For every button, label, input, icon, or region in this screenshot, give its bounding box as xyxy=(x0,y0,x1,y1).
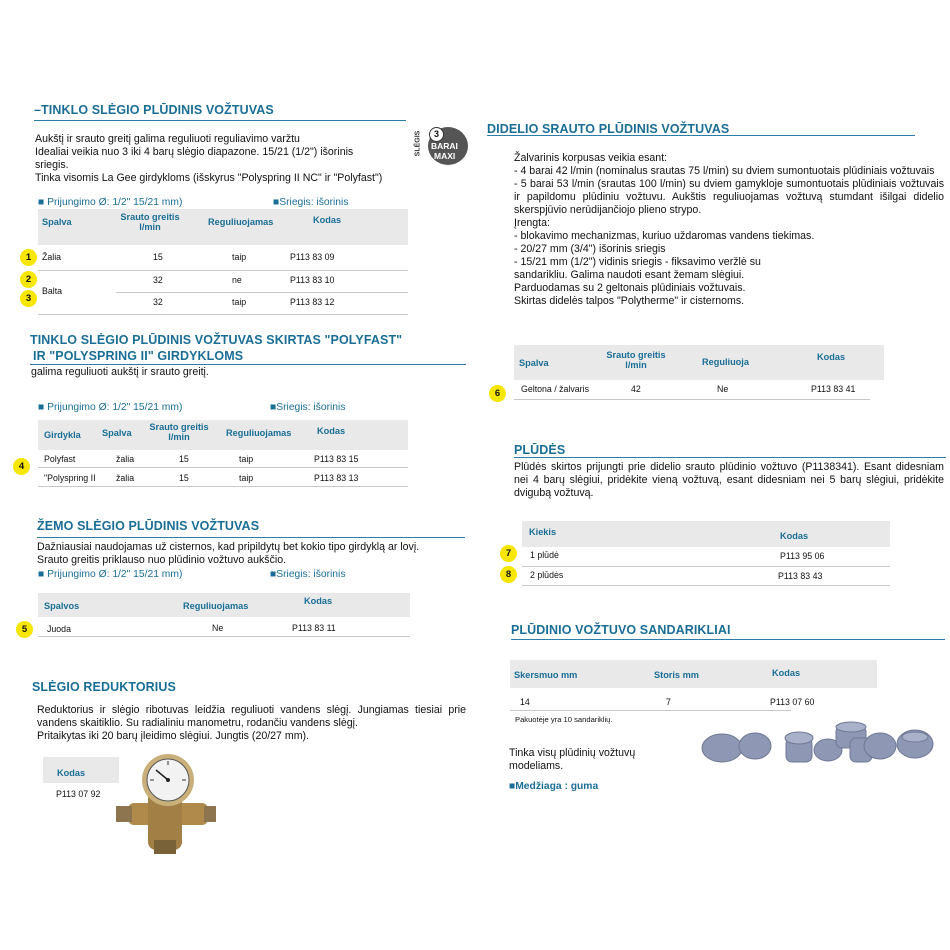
table-cell: P113 83 10 xyxy=(290,275,335,285)
col-header: Kodas xyxy=(317,426,346,436)
table-cell: P113 83 12 xyxy=(290,297,335,307)
item-number-badge: 4 xyxy=(13,458,30,475)
table-cell: žalia xyxy=(116,454,135,464)
table-cell: P113 83 09 xyxy=(290,252,335,262)
table-cell: taip xyxy=(239,473,254,483)
table-cell: Ne xyxy=(717,384,729,394)
network-valve-table xyxy=(38,209,408,317)
thread-spec: ■Sriegis: išorinis xyxy=(273,197,349,208)
row-divider xyxy=(38,486,408,487)
high-flow-table xyxy=(514,345,884,401)
desc-line: Tinka visomis La Gee girdykloms (išskyrus "Polyspring II NC" ir "Polyfast") xyxy=(35,172,383,184)
desc-line: - 4 barai 42 l/min (nominalus srautas 75 l/min) su dviem sumontuotais plūdiniais vožtuvais xyxy=(514,165,935,177)
col-header: Spalvos xyxy=(44,601,80,611)
col-header: Srauto greitis l/min xyxy=(606,350,666,370)
item-number-badge: 2 xyxy=(20,271,37,288)
col-header: Kodas xyxy=(780,531,809,541)
table-cell: taip xyxy=(239,454,254,464)
table-header xyxy=(522,521,890,547)
badge-text: MAXI xyxy=(434,151,456,161)
spec-text: Prijungimo Ø: 1/2" 15/21 mm) xyxy=(47,569,183,580)
col-header: Srauto greitis l/min xyxy=(149,422,209,442)
table-cell: Polyfast xyxy=(44,454,76,464)
table-cell: P113 83 43 xyxy=(778,571,823,581)
table-header xyxy=(38,209,408,245)
col-header: Kodas xyxy=(817,352,846,362)
badge-number: 3 xyxy=(429,127,444,142)
floats-description: Plūdės skirtos prijungti prie didelio srauto plūdinio vožtuvo (P1138341). Esant didesniam nei 4 barų slėgiui, pridėkite vieną vožtuvą, esant didesniam nei 5 barų slėgiui, pridėkite dvigubą vožtuvą. xyxy=(514,461,944,499)
rubber-seals-image xyxy=(700,718,940,772)
table-cell: 1 plūdė xyxy=(530,550,559,560)
spec-text: Sriegis: išorinis xyxy=(279,197,349,208)
polyfast-table xyxy=(38,420,408,488)
desc-line: Dažniausiai naudojamas už cisternos, kad pripildytų bet kokio tipo girdyklą ar lovį. xyxy=(37,541,420,553)
table-cell: 14 xyxy=(520,697,530,707)
col-header: Kodas xyxy=(57,768,86,778)
row-divider xyxy=(522,566,890,567)
item-number-badge: 3 xyxy=(20,290,37,307)
table-cell: P113 83 15 xyxy=(314,454,359,464)
item-number-badge: 5 xyxy=(16,621,33,638)
thread-spec: ■Sriegis: išorinis xyxy=(270,569,346,580)
item-number-badge: 8 xyxy=(500,566,517,583)
package-note: Pakuotėje yra 10 sandariklių. xyxy=(515,715,613,724)
table-cell: taip xyxy=(232,297,247,307)
table-cell: 32 xyxy=(153,297,163,307)
table-cell: P113 07 92 xyxy=(56,789,101,799)
connection-spec: ■ Prijungimo Ø: 1/2" 15/21 mm) xyxy=(38,569,183,580)
table-cell: "Polyspring II xyxy=(44,473,96,483)
table-cell: Geltona / žalvaris xyxy=(521,384,589,394)
desc-line: Aukštį ir srauto greitį galima reguliuoti reguliavimo varžtu xyxy=(35,133,300,145)
row-divider xyxy=(38,636,410,637)
network-valve-description xyxy=(35,133,415,185)
table-cell: 15 xyxy=(179,473,189,483)
spec-text: Medžiaga : guma xyxy=(515,781,599,792)
item-number-badge: 1 xyxy=(20,249,37,266)
section-title-reducer: SLĖGIO REDUKTORIUS xyxy=(32,680,176,694)
desc-line: Skirtas didelės talpos "Polytherme" ir cisternoms. xyxy=(514,295,745,307)
pressure-badge xyxy=(413,126,469,168)
high-flow-description xyxy=(514,152,944,308)
desc-line: - blokavimo mechanizmas, kuriuo uždaromas vandens tiekimas. xyxy=(514,230,815,242)
desc-line: - 5 barai 53 l/min (srautas 100 l/min) su dviem gamykloje sumontuotais plūdiniais vožtuvais ir papildomu plūdiniu vožtuvu. Aukštis reguliuojamas vožtuvą stumdant išilgai didelio skerspjūvio nerūdijančiojo plieno strypo. xyxy=(514,178,944,216)
badge-side-label: SLĖGIS xyxy=(414,130,422,157)
col-header: Reguliuoja xyxy=(702,357,749,367)
pressure-reducer-image xyxy=(108,748,220,856)
section-title-seals: PLŪDINIO VOŽTUVO SANDARIKLIAI xyxy=(511,623,731,637)
title-rule xyxy=(511,639,945,640)
section-title-polyfast: TINKLO SLĖGIO PLŪDINIS VOŽTUVAS SKIRTAS "POLYFAST" xyxy=(30,333,403,347)
col-header: Kiekis xyxy=(529,527,557,537)
section-title-high-flow: DIDELIO SRAUTO PLŪDINIS VOŽTUVAS xyxy=(487,122,730,136)
table-cell: Juoda xyxy=(47,624,71,634)
table-cell: 32 xyxy=(153,275,163,285)
col-header: Spalva xyxy=(519,358,549,368)
desc-line: Žalvarinis korpusas veikia esant: xyxy=(514,152,668,164)
table-cell: P113 95 06 xyxy=(780,551,825,561)
table-header xyxy=(514,345,884,380)
table-cell: 15 xyxy=(153,252,163,262)
col-header: Reguliuojamas xyxy=(208,217,274,227)
table-cell: 42 xyxy=(631,384,641,394)
title-rule xyxy=(487,135,915,136)
col-header: Reguliuojamas xyxy=(183,601,249,611)
thread-spec: ■Sriegis: išorinis xyxy=(270,402,346,413)
polyfast-description: galima reguliuoti aukštį ir srauto greitį. xyxy=(31,366,209,378)
col-header: Spalva xyxy=(42,217,72,227)
table-cell: P113 83 13 xyxy=(314,473,359,483)
table-cell: Balta xyxy=(42,286,63,296)
col-header: Kodas xyxy=(772,668,801,678)
item-number-badge: 6 xyxy=(489,385,506,402)
section-title-polyfast-line2: IR "POLYSPRING II" GIRDYKLOMS xyxy=(33,349,244,363)
desc-line: - 15/21 mm (1/2") vidinis sriegis - fiksavimo veržlė su sandarikliu. Galima naudoti esant žemam slėgiui. xyxy=(514,256,761,281)
col-header: Storis mm xyxy=(654,670,699,680)
badge-text: BARAI xyxy=(431,141,458,151)
desc-line: Pritaikytas iki 20 barų įleidimo slėgiui. Jungtis (20/27 mm). xyxy=(37,730,310,742)
spec-text: Prijungimo Ø: 1/2" 15/21 mm) xyxy=(47,197,183,208)
title-rule xyxy=(30,364,466,365)
low-pressure-description xyxy=(37,541,467,567)
table-cell: P113 83 41 xyxy=(811,384,856,394)
spec-text: Sriegis: išorinis xyxy=(276,569,346,580)
desc-line: Idealiai veikia nuo 3 iki 4 barų slėgio diapazone. 15/21 (1/2") išorinis sriegis. xyxy=(35,146,354,171)
material-spec: ■Medžiaga : guma xyxy=(509,781,599,792)
row-divider xyxy=(38,467,408,468)
col-header: Reguliuojamas xyxy=(226,428,292,438)
table-cell: Žalia xyxy=(42,252,62,262)
table-cell: žalia xyxy=(116,473,135,483)
title-rule xyxy=(37,537,465,538)
col-header: Srauto greitis l/min xyxy=(120,212,180,232)
spec-text: Sriegis: išorinis xyxy=(276,402,346,413)
table-cell: taip xyxy=(232,252,247,262)
col-header: Skersmuo mm xyxy=(514,670,578,680)
col-header: Kodas xyxy=(304,596,333,606)
section-title-network-valve: –TINKLO SLĖGIO PLŪDINIS VOŽTUVAS xyxy=(34,103,274,117)
seals-table xyxy=(510,660,877,710)
section-title-low-pressure: ŽEMO SLĖGIO PLŪDINIS VOŽTUVAS xyxy=(37,519,260,533)
table-cell: P113 83 11 xyxy=(292,623,336,633)
table-cell: Ne xyxy=(212,623,224,633)
table-cell: ne xyxy=(232,275,242,285)
section-title-floats: PLŪDĖS xyxy=(514,443,566,457)
row-divider xyxy=(38,314,408,315)
connection-spec: ■ Prijungimo Ø: 1/2" 15/21 mm) xyxy=(38,402,183,413)
item-number-badge: 7 xyxy=(500,545,517,562)
row-divider xyxy=(514,399,870,400)
desc-line: Parduodamas su 2 geltonais plūdiniais vožtuvais. xyxy=(514,282,746,294)
title-rule xyxy=(514,457,946,458)
table-cell: P113 07 60 xyxy=(770,697,815,707)
desc-line: Srauto greitis priklauso nuo plūdinio vožtuvo aukščio. xyxy=(37,554,287,566)
table-cell: 15 xyxy=(179,454,189,464)
title-rule xyxy=(34,120,406,121)
table-cell: 7 xyxy=(666,697,671,707)
col-header: Girdykla xyxy=(44,430,81,440)
col-header: Kodas xyxy=(313,215,342,225)
floats-table xyxy=(522,521,890,587)
connection-spec: ■ Prijungimo Ø: 1/2" 15/21 mm) xyxy=(38,197,183,208)
reducer-description xyxy=(37,704,466,743)
desc-line: Reduktorius ir slėgio ribotuvas leidžia reguliuoti vandens slėgį. Jungiamas tiesiai prie vandens skaitiklio. Su radialiniu manometru, rodančiu vandens slėgį. xyxy=(37,704,466,729)
row-divider xyxy=(116,292,408,293)
spec-text: Prijungimo Ø: 1/2" 15/21 mm) xyxy=(47,402,183,413)
seals-description: Tinka visų plūdinių vožtuvų modeliams. xyxy=(509,747,636,772)
row-divider xyxy=(522,585,890,586)
col-header: Spalva xyxy=(102,428,132,438)
row-divider xyxy=(510,710,791,711)
desc-line: - 20/27 mm (3/4") išorinis sriegis xyxy=(514,243,666,255)
desc-line: Įrengta: xyxy=(514,217,550,229)
row-divider xyxy=(38,270,408,271)
table-cell: 2 plūdės xyxy=(530,570,564,580)
low-pressure-table xyxy=(38,593,410,637)
table-header xyxy=(38,420,408,450)
